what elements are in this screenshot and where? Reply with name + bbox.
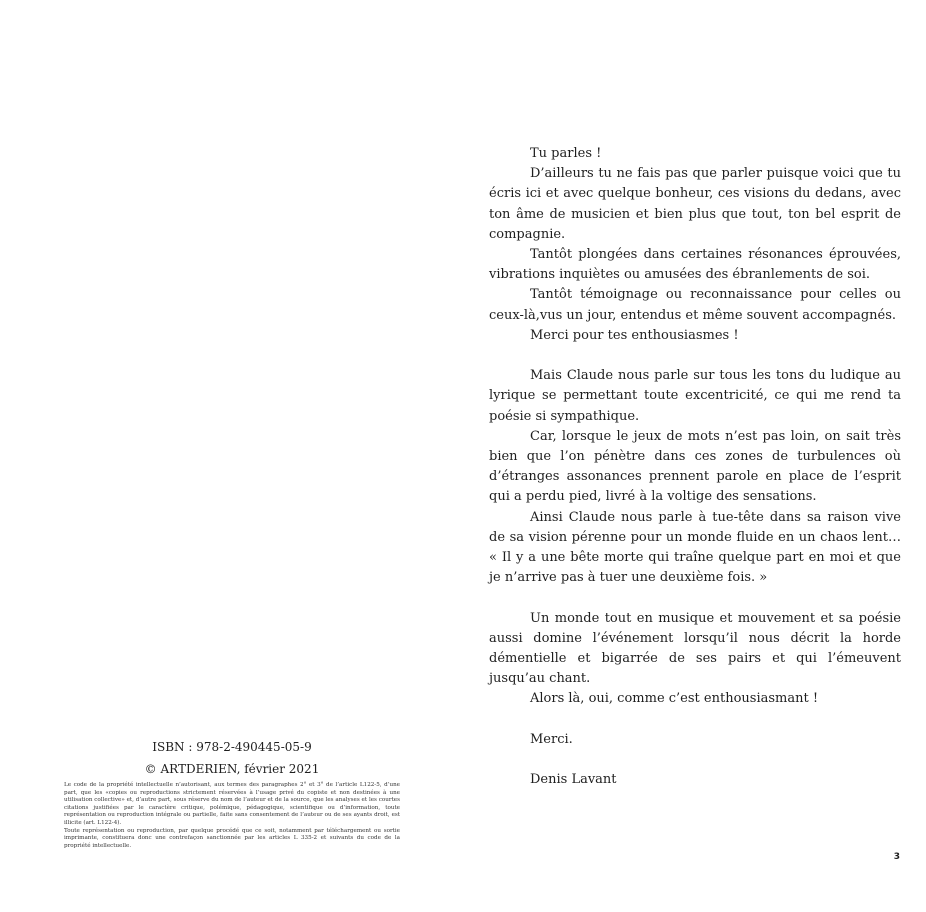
paragraph: Tantôt plongées dans certaines résonances éprouvées, vibrations inquiètes ou amusées des ébranlements de soi.: [489, 247, 901, 283]
legal-paragraph: Toute représentation ou reproduction, par quelque procédé que ce soit, notamment par téléchargement ou sortie imprimante, constituera donc une contrefaçon sanctionnée par les articles L 335-2 et suivants du code de la propriété intellectuelle.: [64, 827, 400, 849]
legal-notice: [64, 782, 400, 850]
paragraph: Tu parles !: [530, 146, 602, 161]
paragraph: D’ailleurs tu ne fais pas que parler puisque voici que tu écris ici et avec quelque bonheur, ces visions du dedans, avec ton âme de musicien et bien plus que tout, ton bel esprit de compagnie.: [489, 166, 901, 242]
paragraph: Mais Claude nous parle sur tous les tons du ludique au lyrique se permettant toute excentricité, ce qui me rend ta poésie si sympathique.: [489, 368, 901, 424]
isbn: ISBN : 978-2-490445-05-9: [152, 740, 312, 754]
paragraph: Merci pour tes enthousiasmes !: [530, 327, 739, 343]
legal-paragraph: Le code de la propriété intellectuelle n’autorisant, aux termes des paragraphes 2° et 3° de l’article L122-5, d’une part, que les «copies ou reproductions strictement réservées à l’usage privé du copiste et non destinées à une utilisation collective» et, d’autre part, sous réserve du nom de l’auteur et de la source, que les analyses et les courtes citations justifiées par le caractère critique, polémique, pédagogique, scientifique ou d’information, toute représentation ou reproduction intégrale ou partielle, faite sans consentement de l’auteur ou de ses ayants droit, est illicite (art. L122-4).: [64, 782, 400, 826]
paragraph: Un monde tout en musique et mouvement et sa poésie aussi domine l’événement lorsqu’il nous décrit la horde démentielle et bigarrée de ses pairs et qui l’émeuvent jusqu’au chant.: [489, 610, 901, 687]
closing-thanks: Merci.: [530, 731, 573, 747]
copyright-notice: © ARTDERIEN, février 2021: [144, 762, 320, 776]
paragraph: Ainsi Claude nous parle à tue-tête dans sa raison vive de sa vision pérenne pour un monde fluide en un chaos lent… « Il y a une bête morte qui traîne quelque part en moi et que je n’arrive pas à tuer une deuxième fois. »: [489, 509, 901, 586]
paragraph: Alors là, oui, comme c’est enthousiasmant !: [530, 691, 819, 707]
right-page-text: [489, 144, 901, 790]
paragraph: Tantôt témoignage ou reconnaissance pour celles ou ceux-là,vus un jour, entendus et même souvent accompagnés.: [489, 287, 901, 323]
page-number: 3: [893, 852, 900, 862]
signature: Denis Lavant: [530, 772, 617, 788]
paragraph: Car, lorsque le jeux de mots n’est pas loin, on sait très bien que l’on pénètre dans ces zones de turbulences où d’étranges assonances prennent parole en place de l’esprit qui a perdu pied, livré à la voltige des sensations.: [489, 428, 901, 505]
